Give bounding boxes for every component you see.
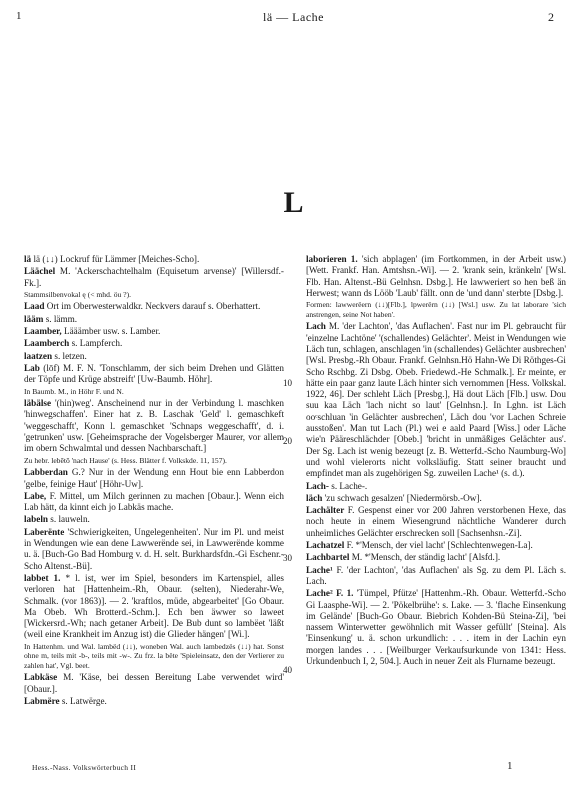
entry-headword: lä [24, 254, 32, 264]
entry-headword: Lachatzel [306, 540, 345, 551]
entry-text: 'Schwierigkeiten, Ungelegenheiten'. Nur im Pl. und meist in Wendungen wie ean dene Lawwerënde sei, in Lawwerënde komme u. ä. [Buch-Go Bad Homburg v. d. H. selt. Burkhardsfdn.-Gi Eschenr.-Scho Altenst.-Bü]. [24, 526, 284, 571]
entry-text: s. letzen. [52, 350, 87, 361]
entry-note [24, 290, 284, 300]
entry-text: M. 'der Lachton', 'das Auflachen'. Fast nur im Pl. gebraucht für 'einzelne Lachtöne' '(schallendes) Gelächter'. Meist in Wendungen wie Läch tun, schlagen, anschlagen 'in (schallendes) Gelächter ausbrechen' [Wsl. Presbg.-Rh Obaur. Frankf. Gelnhsn.Hö Hahn-We Di Röthges-Gi Scho Rschbg. Zi Dsbg. Obeb. Friedewd.-He Schmalk.]. Er meinte, er hätte ein paar ganz laute Läch hinter sich vernommen [Hess. Volkskal. 1922, 46]. Der schleht Läch [Presbg.], Hä dout Läch [Flb.] usw. Dou suu kaa Läch 'lach nicht so laut' [Gelnhsn.]. In Lghn. ist Läch ooᶜschluan 'in Gelächter ausbrechen', Läch dou 'vor Lachen Schreie ausstoßen'. Man tut Lach (Pl.) wei e aald Paard [Wiss.] oder Läche wie'n Pääreschlächder [Obeb.] 'bricht in unmäßiges Gelächter aus'. Der Sg. Lach ist wenig bezeugt [z. B. Wetterfd.-Scho Naumburg-Wo] und wohl vielerorts nicht volksläufig. Statt seiner braucht und empfindet man als zugehörigen Sg. zuweilen Lache¹ (s. d.). [306, 321, 566, 479]
entry-note [306, 300, 566, 319]
entry-text: Formen: lawwerëern (↓↓)[Flb.], lpwerërn (↓↓) [Wsl.] usw. Zu lat laborare 'sich anstrengen, seine Not haben'. [306, 300, 566, 319]
entry-headword: Labberdan [24, 467, 68, 478]
entry-text: 'Tümpel, Pfütze' [Hattenhm.-Rh. Obaur. Wetterfd.-Scho Gi Laasphe-Wi]. — 2. 'Pökelbrühe': s. Lake. — 3. 'flache Einsenkung im Gelände' [Buch-Go Obaur. Biebrich Kohden-Bü Steina-Zi], 'bei nassem Winterwetter gewöhnlich mit Wasser gefüllt' [Steina]. Als 'Einsenkung' u. ä. schon urkundlich: . . . item in der Lachin eyn morgen landes . . . [Weilburger Verkaufsurkunde von 1341: Hess. Urkundenbuch I, 2, 504.]. Auch in neuer Zeit als Flurname bezeugt. [306, 588, 566, 666]
dictionary-entry [24, 254, 284, 265]
entry-headword: Lache¹ [306, 564, 333, 575]
entry-text: 'sich abplagen' (im Fortkommen, in der Arbeit usw.) [Wett. Frankf. Han. Amtshsn.-Wi]. — 2. 'krank sein, kränkeln' [Wsl. Flb. Han. Altenst.-Bü Gelnhsn. Dsbg.]. He lawweriert so hen beß än Herwest; wann ds Lööb 'Laub' fällt. onn de 'und dann' sterbte [Dsbg.]. [306, 254, 566, 298]
line-number: 30 [283, 553, 292, 563]
entry-headword: labeln [24, 514, 48, 525]
dictionary-entry [24, 326, 284, 337]
entry-text: F. Gespenst einer vor 200 Jahren verstorbenen Hexe, das noch heute in einem Wiesengrund nächtliche Wanderer durch unheimliches Gelächter erschrecken soll [Sachsenhsn.-Zi]. [306, 505, 566, 538]
entry-text: In Hattenhm. und Wal. lambëd (↓↓), woneben Wal. auch lambedzës (↓↓) hat. Sonst ohne m, teils mit -b-, teils mit -w-. Zu frz. la bëte 'Spieleinsatz, den der Verlierer zu zahlen hat', Vgl. beet. [24, 641, 284, 670]
entry-headword: laatzen [24, 350, 53, 361]
dictionary-entry [24, 491, 284, 514]
dictionary-entry [24, 338, 284, 349]
entry-text: F. *'Mensch, der viel lacht' [Schlechtenwegen-La]. [344, 540, 533, 551]
entry-text: * l. ist, wer im Spiel, besonders im Kartenspiel, alles verloren hat [Hattenheim.-Rh, Obaur. (selten), Niederahr-We, Schmalk. (vor 1863)]. — 2. 'kraftlos, müde, abgearbeitet' [Go Obaur. Ma Obeb. Wh Brotterd.-Schm.]. Ech ben äwwer so laweet [Wickersrd.-Wh; nach getaner Arbeit]. De Bub dunt so lambëet 'läßt (weil eine Krankheit im Anzug ist) die Glieder hängen' [Wi.]. [24, 572, 284, 640]
dictionary-entry [306, 321, 566, 479]
entry-text: s. Lampferch. [69, 338, 123, 349]
left-column [24, 254, 284, 708]
entry-text: '(hin)weg'. Anscheinend nur in der Verbindung l. maschken 'hinwegschaffen'. Einer hat z. B. Laschak 'Geld' l. gemaschkeft 'weggeschafft', Konn l. gemaschket 'Schnaps weggeschafft', d. i. 'getrunken' usw. [Geheimsprache der Vogelsberger Maurer, vor allem im obern Schwalmtal und dessen Nachbarschaft.] [24, 398, 284, 454]
entry-note [24, 642, 284, 671]
entry-text: Stammsilbenvokal ę (< mhd. öu ?). [24, 289, 131, 299]
entry-headword: Labmëre [24, 696, 60, 707]
dictionary-entry [306, 254, 566, 299]
entry-text: s. lauweln. [48, 514, 90, 525]
dictionary-entry [306, 493, 566, 504]
entry-headword: Labe, [24, 490, 47, 501]
dictionary-entry [306, 505, 566, 539]
dictionary-entry [24, 363, 284, 386]
dictionary-entry [24, 398, 284, 454]
entry-headword: Lab [24, 362, 40, 373]
entry-headword: Lach [306, 321, 326, 332]
dictionary-entry [306, 588, 566, 667]
dictionary-entry [24, 573, 284, 641]
entry-headword: Lache² F. 1. [306, 588, 354, 599]
entry-headword: labbet 1. [24, 572, 61, 583]
dictionary-entry [306, 552, 566, 563]
line-number: 40 [283, 665, 292, 675]
entry-text: Lääämber usw. s. Lamber. [61, 326, 161, 337]
dictionary-entry [24, 696, 284, 707]
dictionary-entry [24, 314, 284, 325]
entry-text: lä (↓↓) Lockruf für Lämmer [Meiches-Scho]. [31, 254, 200, 264]
dictionary-entry [24, 351, 284, 362]
dictionary-entry [24, 514, 284, 525]
entry-text: G.? Nur in der Wendung enn Hout bie enn Labberdon 'gelbe, feinige Haut' [Höhr-Uw]. [24, 467, 284, 489]
entry-headword: Laamber, [24, 326, 62, 337]
entry-headword: laborieren 1. [306, 254, 358, 264]
footer-signature: Hess.-Nass. Volkswörterbuch II [32, 763, 137, 772]
dictionary-entry [24, 467, 284, 490]
entry-text: M. 'Käse, bei dessen Bereitung Labe verwendet wird' [Obaur.]. [24, 672, 284, 694]
entry-headword: Laamberch [24, 338, 70, 349]
line-number: 10 [283, 378, 292, 388]
entry-text: s. lämm. [43, 313, 78, 324]
entry-text: Ort im Oberwesterwaldkr. Neckvers darauf s. Oberhattert. [44, 301, 261, 312]
entry-text: M. *'Mensch, der ständig lacht' [Alsfd.]. [349, 552, 501, 563]
entry-text: s. Lache-. [328, 480, 368, 491]
entry-note [24, 456, 284, 466]
entry-text: s. Latwërge. [59, 696, 107, 707]
entry-text: In Baumb. M., in Höhr F. und N. [24, 386, 124, 396]
entry-text: F. 'der Lachton', 'das Auflachen' als Sg. zu dem Pl. Läch s. Lach. [306, 564, 566, 586]
entry-headword: Lachbartel [306, 552, 350, 563]
line-number: 20 [283, 436, 292, 446]
entry-headword: lääm [24, 313, 44, 324]
header-left-page-number: 1 [16, 10, 22, 22]
dictionary-entry [306, 565, 566, 588]
entry-headword: läch [306, 492, 323, 503]
entry-text: M. 'Ackerschachtelhalm (Equisetum arvense)' [Willersdf.-Fk.]. [24, 266, 284, 288]
entry-headword: Labkäse [24, 672, 58, 683]
dictionary-entry [306, 481, 566, 492]
section-letter: L [283, 186, 304, 219]
entry-headword: Läächel [24, 266, 56, 277]
dictionary-entry [306, 540, 566, 551]
entry-text: 'zu schwach gesalzen' [Niedermörsb.-Ow]. [322, 492, 482, 503]
entry-text: (lōf) M. F. N. 'Tonschlamm, der sich beim Drehen und Glätten der Töpfe und Krüge abstreift' [Uw-Baumb. Höhr]. [24, 362, 284, 385]
entry-text: F. Mittel, um Milch gerinnen zu machen [Obaur.]. Wenn eich Lab hätt, da kinnt eich jo Labkäs mache. [24, 490, 284, 513]
entry-headword: Laad [24, 301, 45, 312]
entry-headword: Lach- [306, 480, 329, 491]
dictionary-entry [24, 301, 284, 312]
dictionary-entry [24, 527, 284, 572]
entry-headword: läbälse [24, 398, 52, 409]
footer-page-mark: 1 [507, 760, 513, 772]
right-column [306, 254, 566, 668]
entry-note [24, 387, 284, 397]
entry-headword: Lachälter [306, 505, 345, 516]
dictionary-entry [24, 266, 284, 289]
entry-text: Zu hebr. lebētō 'nach Hause' (s. Hess. Blätter f. Volkskde. 11, 157). [24, 455, 227, 465]
header-right-page-number: 2 [548, 10, 554, 24]
dictionary-entry [24, 672, 284, 695]
running-head: lä — Lache [263, 10, 324, 24]
entry-headword: Laberënte [24, 526, 65, 537]
